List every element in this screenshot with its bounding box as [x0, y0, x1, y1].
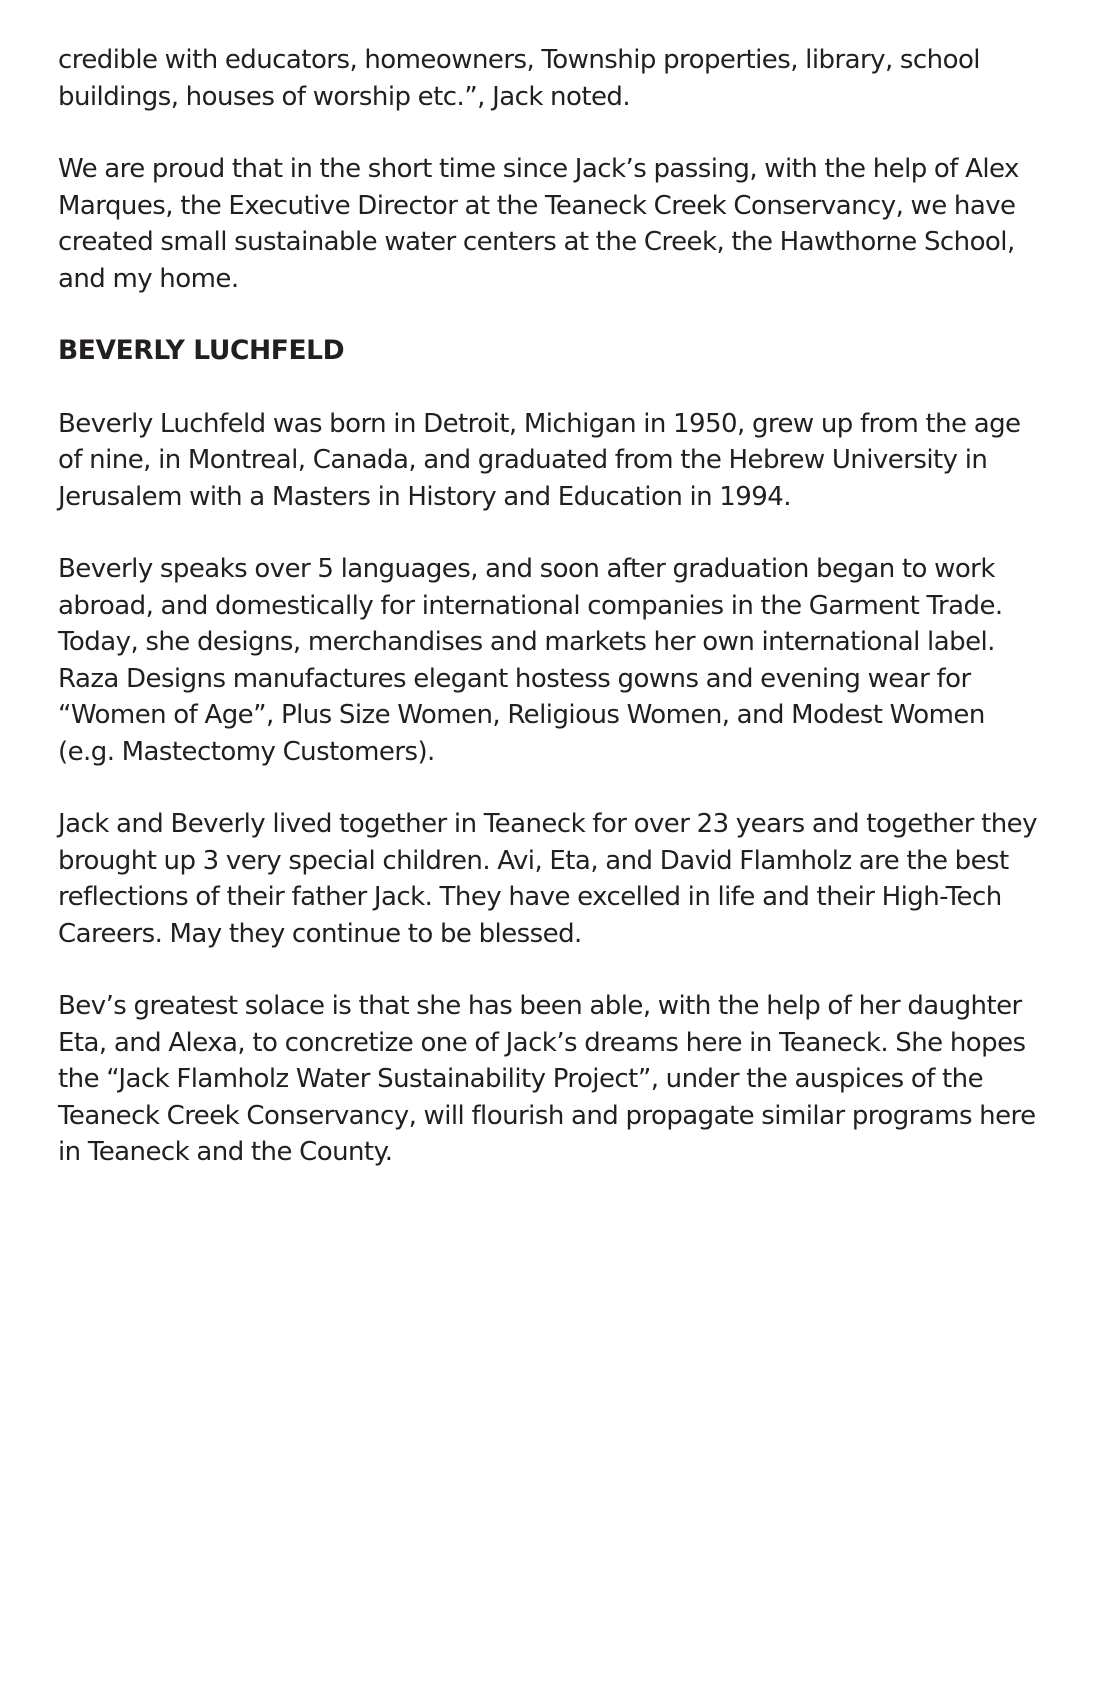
paragraph-birth — [58, 406, 1060, 516]
paragraph-line: buildings, houses of worship etc.”, Jack noted. — [58, 81, 631, 112]
intro-section — [58, 42, 1060, 297]
paragraph-line: abroad, and domestically for international companies in the Garment Trade. — [58, 590, 1003, 621]
paragraph-line: Teaneck Creek Conservancy, will flourish and propagate similar programs here — [58, 1100, 1036, 1131]
paragraph-career — [58, 551, 1060, 770]
paragraph-line: Today, she designs, merchandises and markets her own international label. — [58, 627, 995, 657]
paragraph-jack-quote — [58, 42, 1060, 115]
paragraph-line: of nine, in Montreal, Canada, and graduated from the Hebrew University in — [58, 445, 988, 475]
paragraph-line: Careers. May they continue to be blessed. — [58, 918, 582, 949]
paragraph-line: the “Jack Flamholz Water Sustainability Project”, under the auspices of the — [58, 1064, 984, 1094]
paragraph-line: Bev’s greatest solace is that she has been able, with the help of her daughter — [58, 991, 1022, 1021]
paragraph-line: and my home. — [58, 263, 239, 294]
paragraph-family — [58, 806, 1060, 952]
section-heading: BEVERLY LUCHFELD — [58, 335, 345, 366]
paragraph-line: Marques, the Executive Director at the Teaneck Creek Conservancy, we have — [58, 190, 1016, 221]
paragraph-line: Beverly Luchfeld was born in Detroit, Michigan in 1950, grew up from the age — [58, 408, 1021, 439]
paragraph-line: reflections of their father Jack. They have excelled in life and their High-Tech — [58, 882, 1002, 912]
paragraph-line: We are proud that in the short time since Jack’s passing, with the help of Alex — [58, 154, 1019, 184]
paragraph-line: Eta, and Alexa, to concretize one of Jack’s dreams here in Teaneck. She hopes — [58, 1027, 1026, 1058]
paragraph-line: Jack and Beverly lived together in Teaneck for over 23 years and together they — [58, 809, 1037, 839]
biography-section — [58, 406, 1060, 1171]
paragraph-line: (e.g. Mastectomy Customers). — [58, 736, 435, 767]
paragraph-line: Beverly speaks over 5 languages, and soon after graduation began to work — [58, 554, 995, 584]
paragraph-line: in Teaneck and the County. — [58, 1137, 393, 1167]
paragraph-line: brought up 3 very special children. Avi, Eta, and David Flamholz are the best — [58, 845, 1009, 876]
paragraph-line: “Women of Age”, Plus Size Women, Religious Women, and Modest Women — [58, 700, 985, 730]
paragraph-line: Raza Designs manufactures elegant hostess gowns and evening wear for — [58, 663, 971, 694]
paragraph-project — [58, 988, 1060, 1171]
paragraph-line: Jerusalem with a Masters in History and Education in 1994. — [58, 481, 791, 512]
paragraph-line: created small sustainable water centers at the Creek, the Hawthorne School, — [58, 227, 1015, 257]
paragraph-water-centers — [58, 151, 1060, 297]
paragraph-line: credible with educators, homeowners, Township properties, library, school — [58, 45, 980, 75]
